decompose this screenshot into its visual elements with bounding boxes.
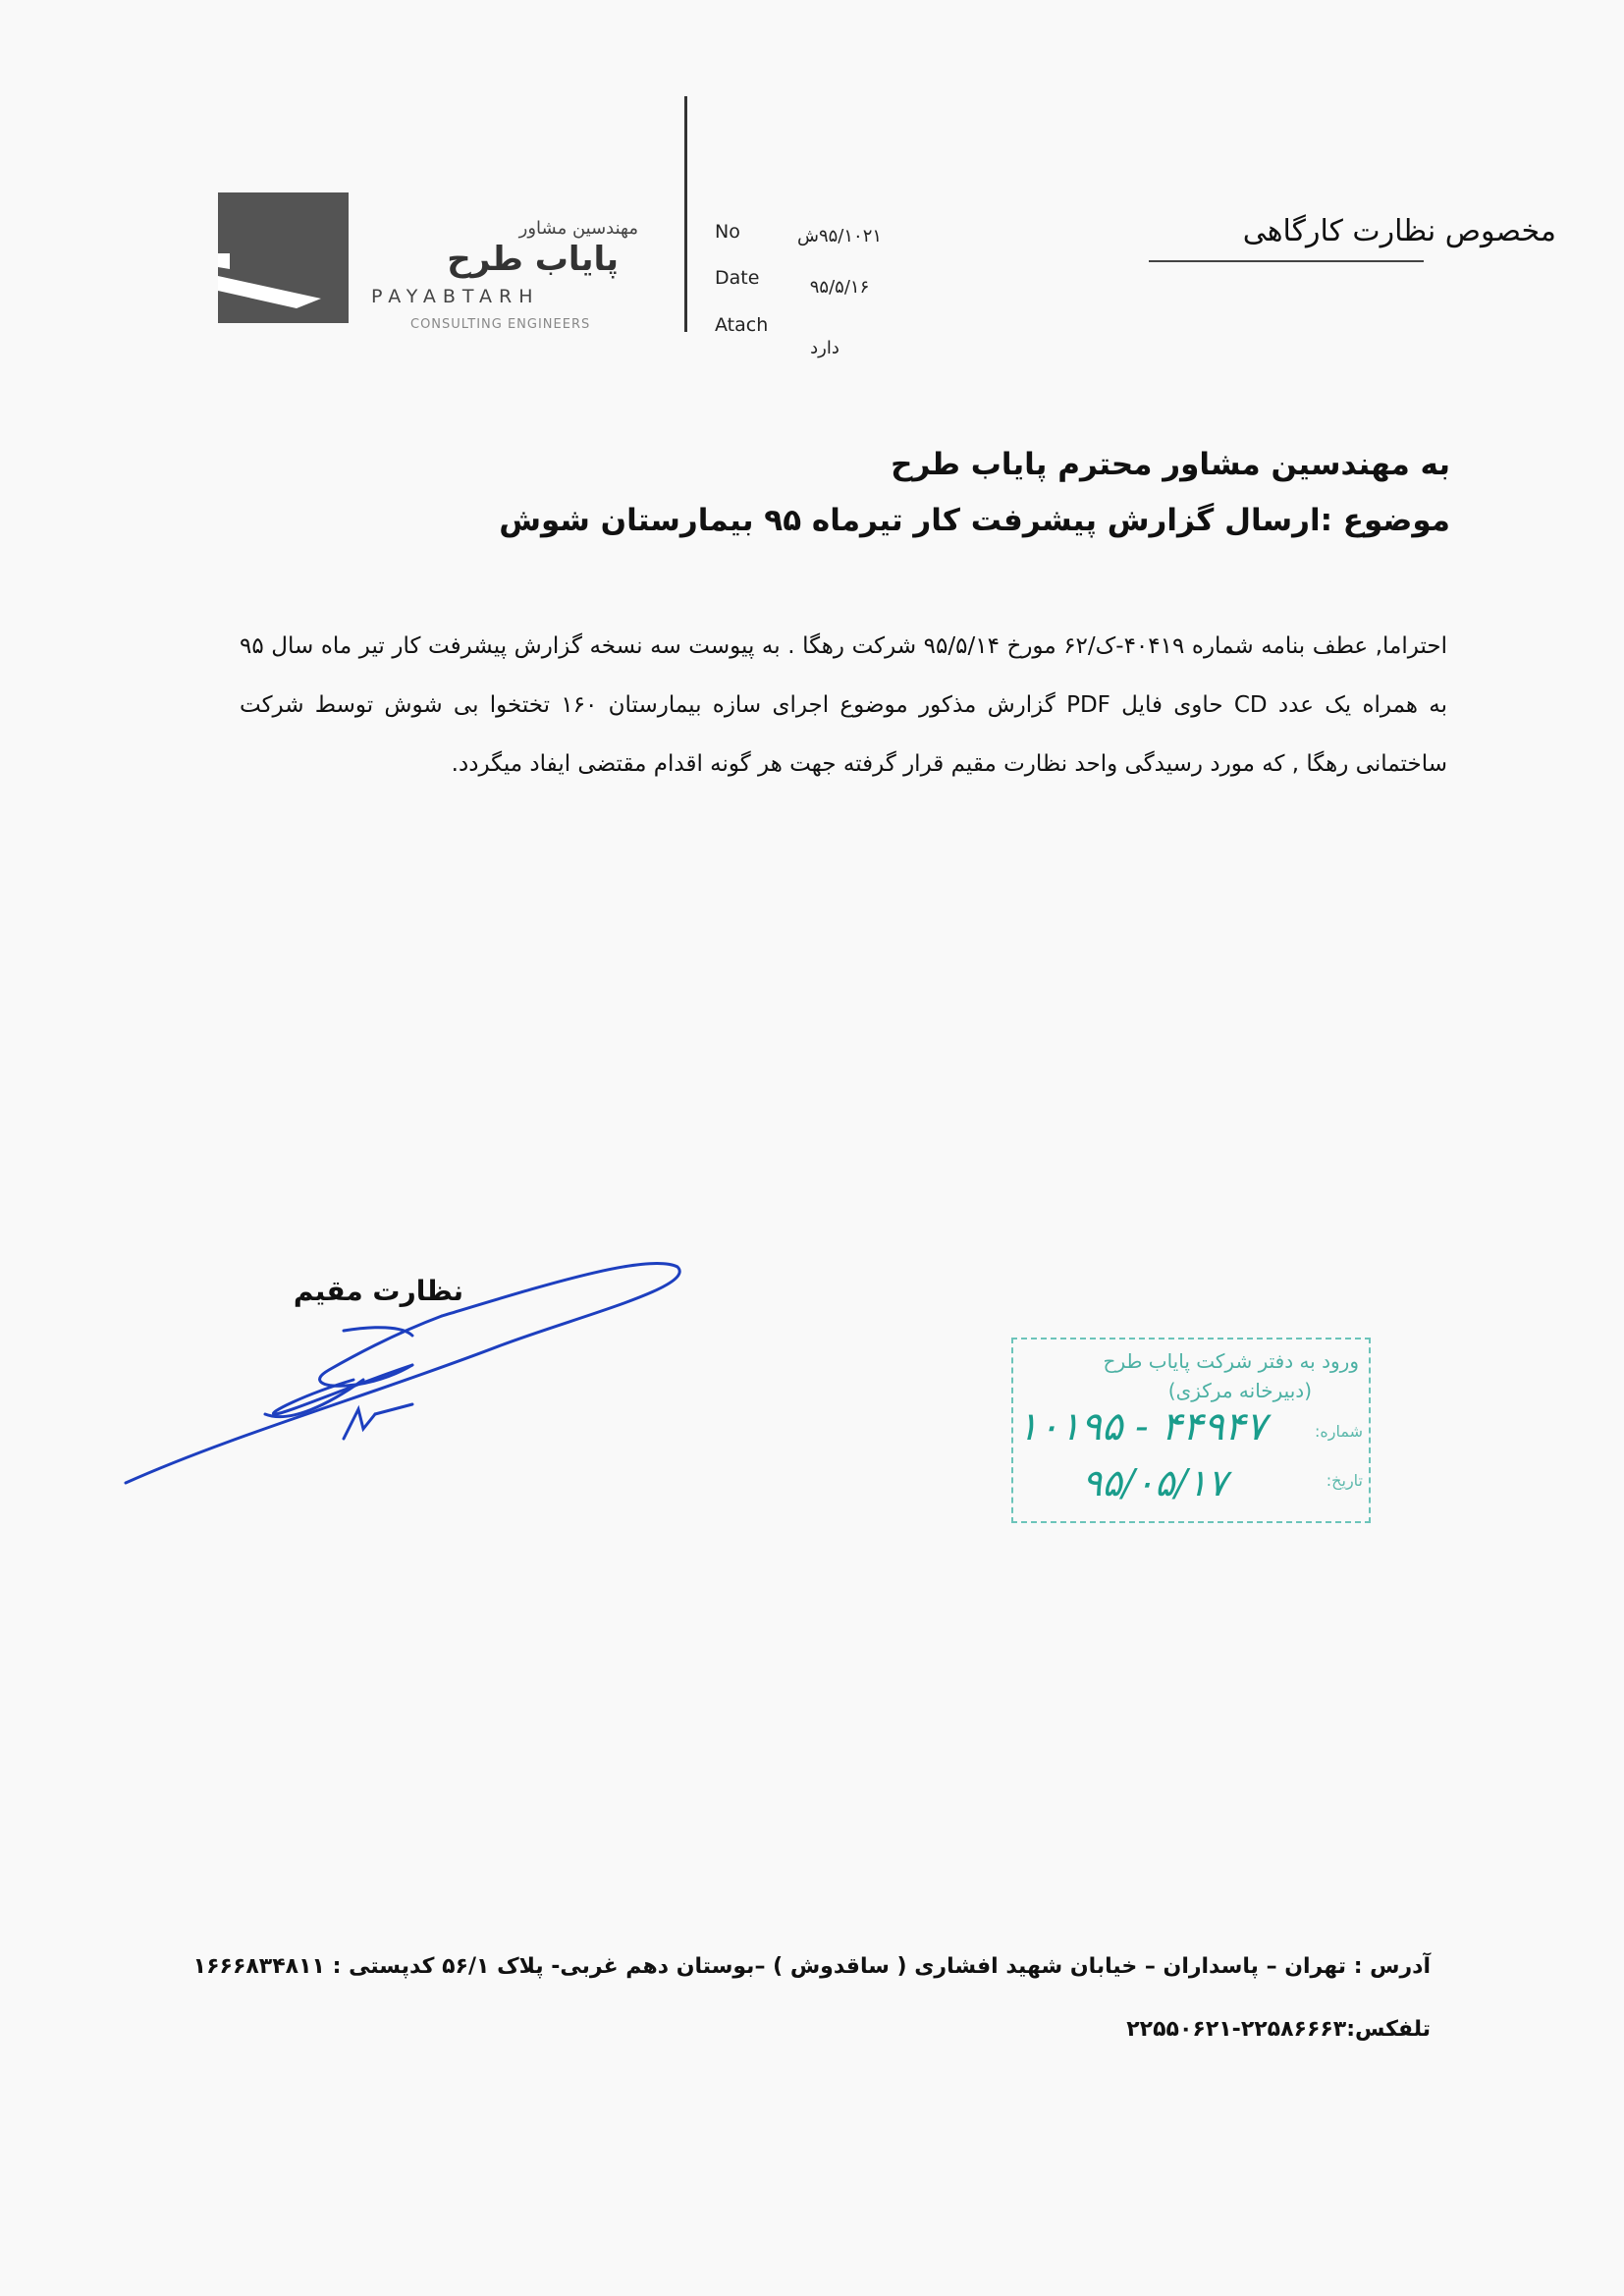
footer-address: آدرس : تهران – پاسداران – خیابان شهید افشاری ( ساقدوش ) –بوستان دهم غربی- پلاک ۵۶/۱ کدپستی : ۱۶۶۶۸۳۴۸۱۱	[192, 1954, 1431, 1979]
date-value: ۹۵/۵/۱۶	[809, 277, 870, 298]
signatory-title: نظارت مقیم	[293, 1275, 463, 1307]
logo-mark-icon	[218, 192, 349, 323]
received-stamp	[1011, 1338, 1371, 1523]
attach-label: Atach	[715, 314, 769, 336]
logo-english-subtitle: CONSULTING ENGINEERS	[410, 317, 591, 332]
stamp-date-value: ۹۵/۰۵/۱۷	[1082, 1461, 1228, 1504]
addressee: به مهندسین مشاور محترم پایاب طرح	[891, 447, 1450, 482]
no-label: No	[715, 221, 740, 243]
date-label: Date	[715, 267, 760, 289]
logo-persian-name: پایاب طرح	[447, 240, 619, 279]
classification-underline	[1149, 260, 1424, 262]
stamp-office-line: (دبیرخانه مرکزی)	[1167, 1379, 1312, 1402]
letter-body: احتراما, عطف بنامه شماره ۴۰۴۱۹-ک/۶۲ مورخ ۹۵/۵/۱۴ شرکت رهگا . به پیوست سه نسخه گزارش پیشرفت کار تیر ماه سال ۹۵ به همراه یک عدد CD حاوی فایل PDF گزارش مذکور موضوع اجرای سازه بیمارستان ۱۶۰ تختخوا بی شوش توسط شرکت ساختمانی رهگا , که مورد رسیدگی واحد نظارت مقیم قرار گرفته جهت هر گونه اقدام مقتضی ایفاد میگردد.	[240, 633, 1448, 777]
company-logo	[218, 192, 349, 323]
stamp-date-label: تاریخ:	[1326, 1471, 1363, 1490]
stamp-number-value: ۱۰۱۹۵ - ۴۴۹۴۷	[1017, 1404, 1267, 1449]
classification-heading: مخصوص نظارت کارگاهی	[1242, 214, 1556, 248]
footer-phone: تلفکس:۲۲۵۸۶۶۶۳-۲۲۵۵۰۶۲۱	[1126, 2017, 1431, 2042]
header-divider	[684, 96, 687, 332]
no-value: ۹۵/۱۰۲۱ش	[796, 226, 883, 246]
subject-line: موضوع :ارسال گزارش پیشرفت کار تیرماه ۹۵ بیمارستان شوش	[499, 503, 1450, 538]
handwritten-signature	[118, 1257, 727, 1512]
attach-value: دارد	[810, 338, 839, 358]
stamp-company-line: ورود به دفتر شرکت پایاب طرح	[1103, 1349, 1359, 1373]
logo-persian-subtitle: مهندسین مشاور	[518, 218, 638, 239]
logo-english-name: PAYABTARH	[371, 286, 540, 307]
stamp-number-label: شماره:	[1314, 1422, 1363, 1441]
